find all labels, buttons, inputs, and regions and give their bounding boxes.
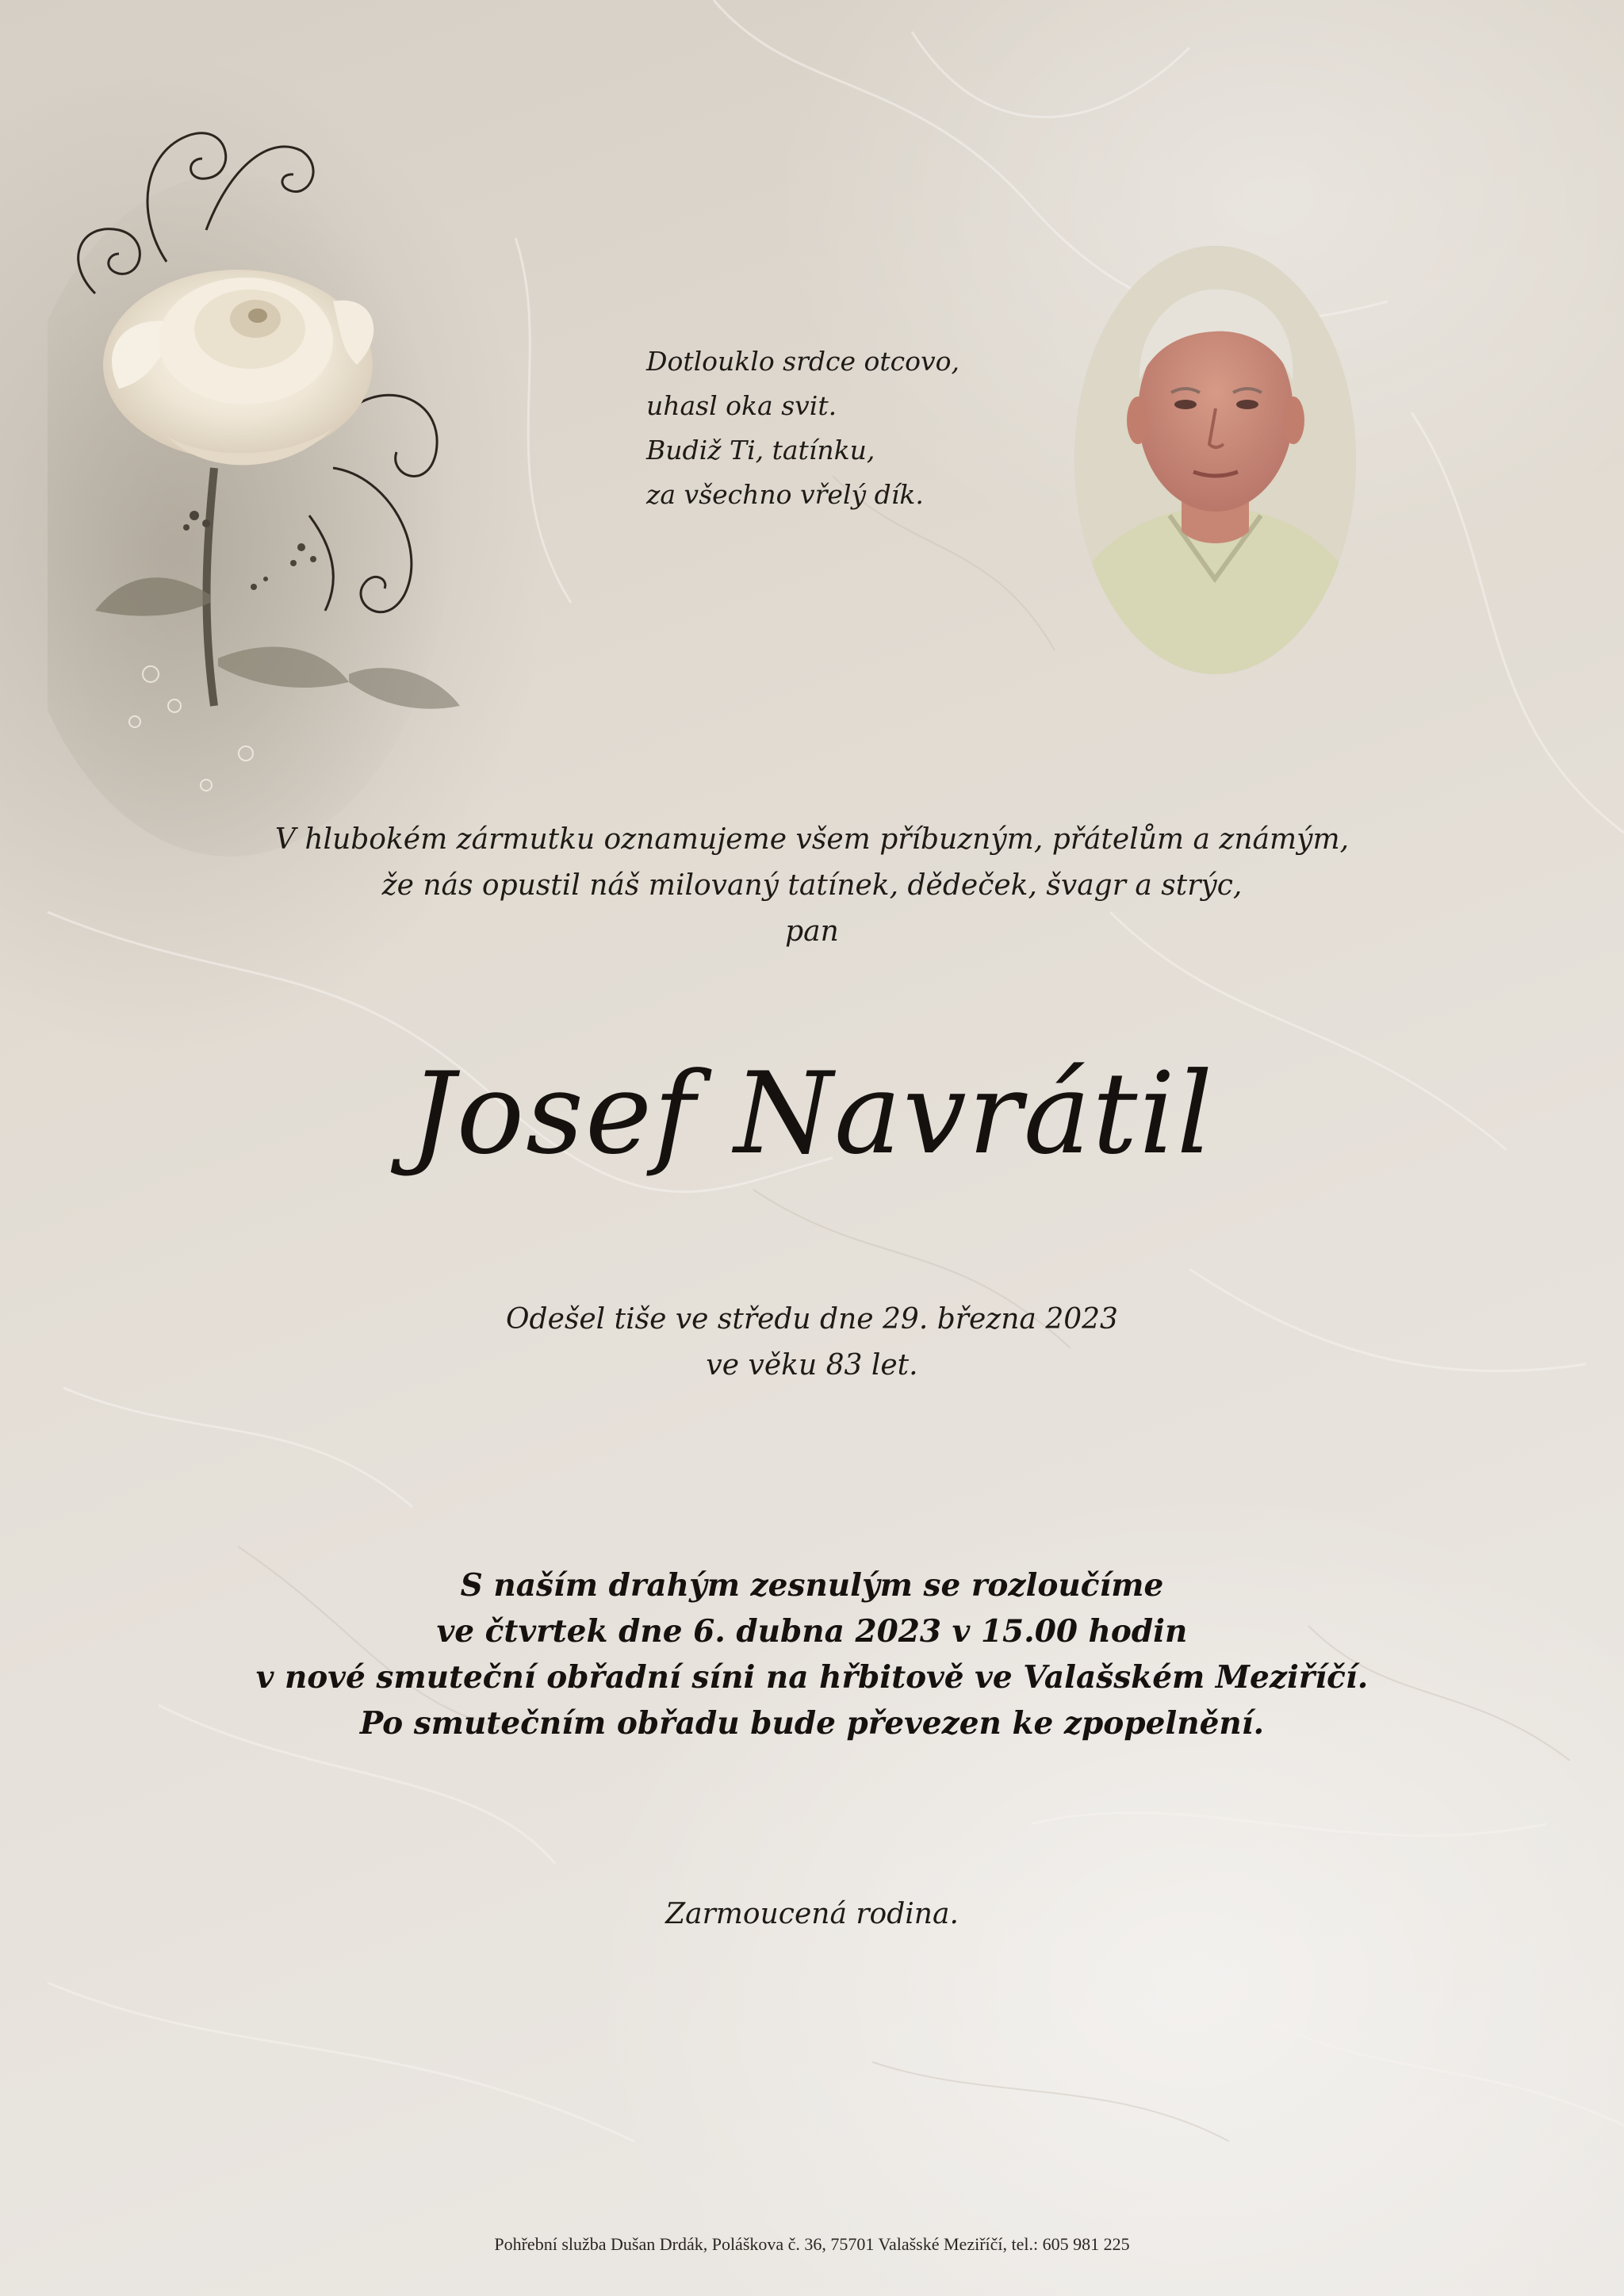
death-info bbox=[159, 1297, 1465, 1389]
death-info-line: ve věku 83 let. bbox=[706, 1349, 918, 1382]
announcement-line: V hlubokém zármutku oznamujeme všem příbuzným, přátelům a známým, bbox=[274, 823, 1350, 856]
deceased-name: Josef Navrátil bbox=[409, 1048, 1215, 1179]
poem-line: za všechno vřelý dík. bbox=[646, 479, 924, 510]
announcement-line: pan bbox=[785, 915, 839, 948]
farewell-ceremony-info bbox=[119, 1562, 1505, 1746]
announcement-text bbox=[159, 817, 1465, 955]
poem-line: Dotlouklo srdce otcovo, bbox=[646, 346, 959, 377]
portrait-photo bbox=[1074, 246, 1356, 674]
poem-verse bbox=[646, 339, 1059, 517]
farewell-line: v nové smuteční obřadní síni na hřbitově ve Valašském Meziříčí. bbox=[255, 1659, 1369, 1696]
death-info-line: Odešel tiše ve středu dne 29. března 2023 bbox=[506, 1303, 1118, 1336]
poem-line: Budiž Ti, tatínku, bbox=[646, 435, 875, 466]
poem-line: uhasl oka svit. bbox=[646, 390, 837, 421]
announcement-line: že nás opustil náš milovaný tatínek, dědeček, švagr a strýc, bbox=[381, 869, 1243, 902]
family-signature: Zarmoucená rodina. bbox=[665, 1898, 959, 1930]
portrait-illustration bbox=[1074, 246, 1356, 674]
farewell-line: S naším drahým zesnulým se rozloučíme bbox=[460, 1567, 1164, 1604]
farewell-line: ve čtvrtek dne 6. dubna 2023 v 15.00 hodin bbox=[436, 1613, 1188, 1650]
farewell-line: Po smutečním obřadu bude převezen ke zpopelnění. bbox=[359, 1705, 1265, 1742]
rose-decoration bbox=[48, 103, 523, 857]
funeral-service-footer: Pohřební služba Dušan Drdák, Poláškova č. 36, 75701 Valašské Meziříčí, tel.: 605 981 225 bbox=[494, 2234, 1130, 2254]
